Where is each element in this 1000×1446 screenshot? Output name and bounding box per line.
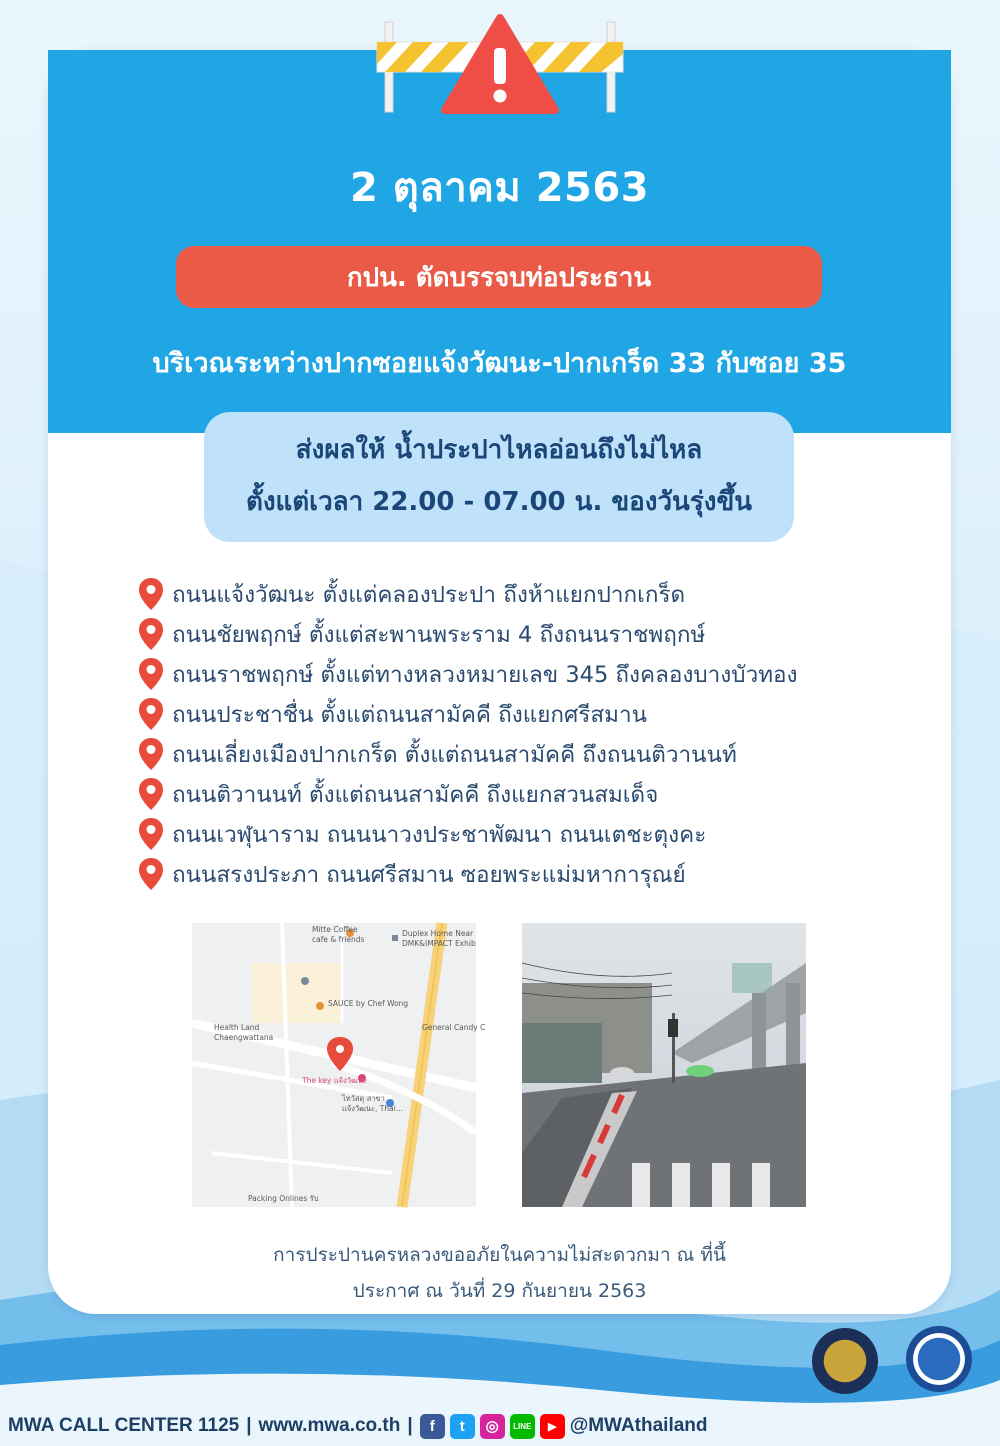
street-scene [522, 923, 806, 1207]
social-handle[interactable]: @MWAthailand [569, 1415, 708, 1436]
effect-line-2: ตั้งแต่เวลา 22.00 - 07.00 น. ของวันรุ่งขึ้น [245, 487, 753, 517]
location-pin-icon [138, 577, 164, 611]
location-pin-icon [138, 817, 164, 851]
map-label: แจ้งวัฒนะ, Thai... [342, 1104, 403, 1113]
location-text: บริเวณระหว่างปากซอยแจ้งวัฒนะ-ปากเกร็ด 33 กับซอย 35 [152, 348, 847, 379]
location-pin-icon [138, 737, 164, 771]
location-pin-icon [138, 777, 164, 811]
line-icon[interactable]: LINE [510, 1414, 535, 1439]
road-text: ถนนประชาชื่น ตั้งแต่ถนนสามัคคี ถึงแยกศรีสมาน [172, 702, 647, 728]
map-label: General Candy C [422, 1023, 486, 1032]
date-title: 2 ตุลาคม 2563 [349, 165, 650, 211]
location-pin-icon [138, 617, 164, 651]
mwa-logo [906, 1326, 972, 1392]
road-item [138, 774, 898, 814]
twitter-icon[interactable]: t [450, 1414, 475, 1439]
road-item [138, 814, 898, 854]
effect-box [204, 412, 794, 542]
road-barrier-warning-icon [375, 14, 625, 114]
road-item [138, 854, 898, 894]
map-label: Duplex Home Near [402, 929, 474, 938]
youtube-icon[interactable]: ▶ [540, 1414, 565, 1439]
apology-note: การประปานครหลวงขออภัยในความไม่สะดวกมา ณ ที่นี้ [273, 1244, 726, 1266]
affected-roads-list [138, 574, 898, 894]
map-label: The key แจ้งวัฒนะ [302, 1076, 367, 1085]
road-item [138, 734, 898, 774]
ministry-logo [812, 1328, 878, 1394]
road-item [138, 654, 898, 694]
map-label: ไทวัสดุ สาขา [342, 1094, 385, 1103]
footer-bar [0, 1406, 780, 1446]
location-pin-icon [138, 657, 164, 691]
call-center-text: MWA CALL CENTER 1125 [8, 1415, 240, 1436]
location-pin-icon [138, 857, 164, 891]
road-text: ถนนสรงประภา ถนนศรีสมาน ซอยพระแม่มหาการุณย์ [172, 862, 686, 888]
website-link[interactable]: www.mwa.co.th [258, 1415, 401, 1436]
street-photo [522, 923, 806, 1207]
road-item [138, 614, 898, 654]
road-text: ถนนเลี่ยงเมืองปากเกร็ด ตั้งแต่ถนนสามัคคี ถึงถนนติวานนท์ [172, 742, 737, 768]
effect-line-1: ส่งผลให้ น้ำประปาไหลอ่อนถึงไม่ไหล [295, 435, 703, 465]
map-label: DMK&IMPACT Exhib [402, 939, 476, 948]
location-pin-icon [138, 697, 164, 731]
separator: | [246, 1415, 252, 1436]
map-label: Mitte Coffee [312, 925, 358, 934]
road-item [138, 694, 898, 734]
map-label: SAUCE by Chef Wong [328, 999, 409, 1008]
map-streets [192, 923, 476, 1207]
facebook-icon[interactable]: f [420, 1414, 445, 1439]
road-text: ถนนราชพฤกษ์ ตั้งแต่ทางหลวงหมายเลข 345 ถึงคลองบางบัวทอง [172, 662, 798, 688]
road-item [138, 574, 898, 614]
map-label: Packing Onlines รับ [248, 1194, 319, 1203]
road-text: ถนนชัยพฤกษ์ ตั้งแต่สะพานพระราม 4 ถึงถนนราชพฤกษ์ [172, 622, 706, 648]
map-label: Chaengwattana [214, 1033, 274, 1042]
separator: | [407, 1415, 413, 1436]
announcement-date: ประกาศ ณ วันที่ 29 กันยายน 2563 [352, 1280, 647, 1302]
road-text: ถนนเวฬุนาราม ถนนนาวงประชาพัฒนา ถนนเตชะตุงคะ [172, 822, 707, 848]
map-label: cafe & friends [312, 935, 365, 944]
road-text: ถนนแจ้งวัฒนะ ตั้งแต่คลองประปา ถึงห้าแยกปากเกร็ด [172, 582, 686, 608]
road-text: ถนนติวานนท์ ตั้งแต่ถนนสามัคคี ถึงแยกสวนสมเด็จ [172, 782, 659, 808]
instagram-icon[interactable]: ◎ [480, 1414, 505, 1439]
location-map [192, 923, 486, 1207]
map-label: Health Land [214, 1023, 260, 1032]
pipe-work-banner: กปน. ตัดบรรจบท่อประธาน [176, 246, 822, 308]
